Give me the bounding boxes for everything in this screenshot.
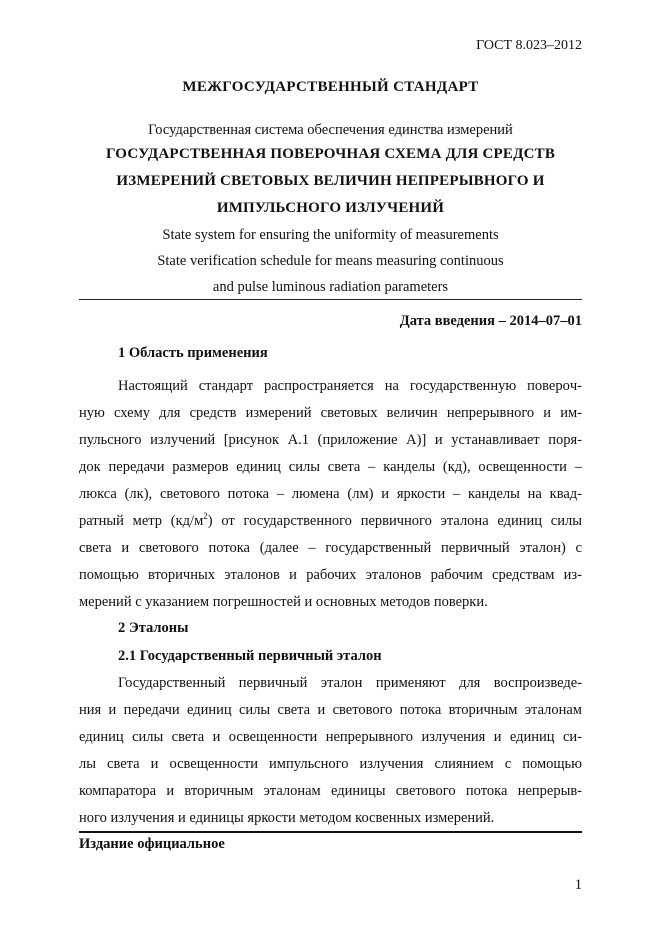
section-heading-standards: 2 Эталоны — [118, 620, 189, 636]
scope-paragraph — [79, 373, 582, 616]
paragraph-line: помощью вторичных эталонов и рабочих эталонов рабочим средствам из- — [79, 567, 582, 583]
section-heading-scope: 1 Область применения — [118, 345, 268, 361]
document-title-ru-line: ИЗМЕРЕНИЙ СВЕТОВЫХ ВЕЛИЧИН НЕПРЕРЫВНОГО И — [116, 173, 545, 189]
page-number: 1 — [574, 877, 582, 893]
document-title-en-line: and pulse luminous radiation parameters — [212, 279, 449, 295]
superscript: 2 — [203, 511, 208, 522]
official-edition-label: Издание официальное — [79, 836, 225, 852]
line-segment: ) от государственного первичного эталона единиц силы — [207, 513, 582, 529]
paragraph-line: света и светового потока (далее – государственный первичный эталон) с — [79, 540, 582, 556]
document-title-ru-line: ИМПУЛЬСНОГО ИЗЛУЧЕНИЙ — [216, 200, 445, 216]
paragraph-line: Настоящий стандарт распространяется на государственную поверoч- — [118, 378, 582, 394]
paragraph-line: пульсного излучений [рисунок А.1 (приложение А)] и устанавливает поря- — [79, 432, 582, 448]
document-title-ru-line: ГОСУДАРСТВЕННАЯ ПОВЕРОЧНАЯ СХЕМА ДЛЯ СРЕДСТВ — [105, 146, 556, 162]
paragraph-line: компаратора и вторичным эталонам единицы светового потока непрерыв- — [79, 783, 582, 799]
paragraph-line: единиц силы света и освещенности непрерывного излучения и единиц си- — [79, 729, 582, 745]
paragraph-line — [79, 508, 582, 535]
paragraph-line: лы света и освещенности импульсного излучения слиянием с помощью — [79, 756, 582, 772]
title-divider — [79, 299, 582, 300]
line-segment: ратный метр (кд/м — [79, 513, 204, 529]
paragraph-line: док передачи размеров единиц силы света – канделы (кд), освещенности – — [79, 459, 582, 475]
paragraph-line: ния и передачи единиц силы света и светового потока вторичным эталонам — [79, 702, 582, 718]
standard-type-heading: МЕЖГОСУДАРСТВЕННЫЙ СТАНДАРТ — [182, 79, 479, 95]
paragraph-line: ного излучения и единицы яркости методом косвенных измерений. — [79, 810, 495, 826]
paragraph-line: мерений с указанием погрешностей и основных методов поверки. — [79, 594, 488, 610]
system-title-ru: Государственная система обеспечения единства измерений — [148, 122, 513, 138]
gost-code: ГОСТ 8.023–2012 — [476, 38, 582, 53]
title-block — [79, 119, 582, 300]
introduction-date: Дата введения – 2014–07–01 — [399, 313, 582, 329]
footer-divider — [79, 831, 582, 833]
primary-standard-paragraph — [79, 670, 582, 832]
paragraph-line: Государственный первичный эталон применяют для воспроизведе- — [118, 675, 582, 691]
paragraph-line: ную схему для средств измерений световых величин непрерывного и им- — [79, 405, 582, 421]
paragraph-line: люкса (лк), светового потока – люмена (лм) и яркости – канделы на квад- — [79, 486, 582, 502]
document-title-en-line: State system for ensuring the uniformity of measurements — [162, 227, 499, 243]
subsection-heading-primary: 2.1 Государственный первичный эталон — [118, 648, 382, 664]
document-title-en-line: State verification schedule for means measuring continuous — [157, 253, 504, 269]
